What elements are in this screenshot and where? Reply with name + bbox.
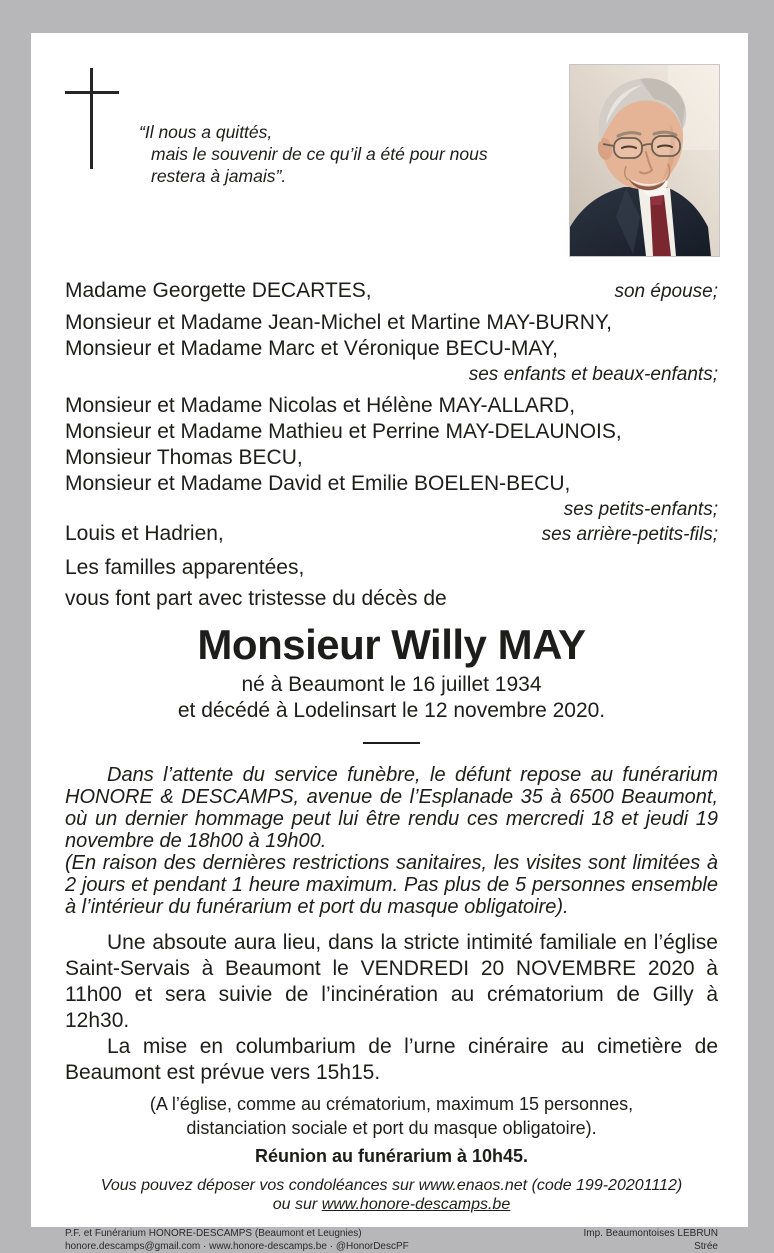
cross-icon <box>65 68 119 174</box>
printer-name: Imp. Beaumontoises LEBRUN <box>583 1228 718 1241</box>
memorial-quote <box>139 121 488 187</box>
quote-line: restera à jamais”. <box>151 165 488 187</box>
relation-label: ses petits-enfants; <box>564 499 718 520</box>
family-member: Les familles apparentées, <box>65 556 304 579</box>
section-divider <box>363 742 420 744</box>
family-row <box>65 419 718 445</box>
funeral-home-contacts: honore.descamps@gmail.com · www.honore-descamps.be · @HonorDescPF <box>65 1241 409 1253</box>
family-row <box>65 521 718 547</box>
birth-line: né à Beaumont le 16 juillet 1934 <box>65 672 718 698</box>
family-member: Monsieur et Madame Mathieu et Perrine MAY-DELAUNOIS, <box>65 420 622 443</box>
funeral-home-website-link[interactable]: www.honore-descamps.be <box>322 1196 511 1213</box>
repose-paragraph: Dans l’attente du service funèbre, le défunt repose au funérarium HONORE & DESCAMPS, avenue de l’Esplanade 35 à 6500 Beaumont, où un dernier hommage peut lui être rendu ces mercredi 18 et jeudi 19 novembre de 18h00 à 19h00. <box>65 764 718 852</box>
printer-location: Strée <box>583 1241 718 1253</box>
funeral-home-name: P.F. et Funérarium HONORE-DESCAMPS (Beaumont et Leugnies) <box>65 1228 409 1241</box>
birth-death-dates <box>65 672 718 724</box>
condolences-line2 <box>65 1195 718 1214</box>
meeting-time: Réunion au funérarium à 10h45. <box>65 1144 718 1168</box>
columbarium-paragraph: La mise en columbarium de l’urne cinéraire au cimetière de Beaumont est prévue vers 15h15. <box>65 1034 718 1086</box>
deceased-name: Monsieur Willy MAY <box>65 622 718 668</box>
condolences-block <box>65 1176 718 1214</box>
family-row <box>65 497 718 521</box>
family-member: Monsieur et Madame Marc et Véronique BECU-MAY, <box>65 337 558 360</box>
family-row <box>65 362 718 386</box>
family-list <box>65 278 718 612</box>
quote-line: mais le souvenir de ce qu’il a été pour nous <box>151 143 488 165</box>
relation-label: ses enfants et beaux-enfants; <box>469 364 718 385</box>
card-header <box>31 33 748 278</box>
family-row <box>65 445 718 471</box>
church-note-line: (A l’église, comme au crématorium, maximum 15 personnes, <box>65 1092 718 1116</box>
church-note <box>65 1092 718 1140</box>
relation-label: ses arrière-petits-fils; <box>542 523 718 546</box>
family-row <box>65 336 718 362</box>
deceased-portrait-photo <box>569 64 720 257</box>
family-row <box>65 555 718 581</box>
family-row <box>65 278 718 304</box>
church-note-line: distanciation sociale et port du masque obligatoire). <box>65 1116 718 1140</box>
death-line: et décédé à Lodelinsart le 12 novembre 2020. <box>65 698 718 724</box>
funeral-home-info <box>65 1228 409 1253</box>
relation-label: son épouse; <box>614 280 718 303</box>
absoute-paragraph: Une absoute aura lieu, dans la stricte intimité familiale en l’église Saint-Servais à Beaumont le VENDREDI 20 NOVEMBRE 2020 à 11h00 et sera suivie de l’incinération au crématorium de Gilly à 12h30. <box>65 930 718 1034</box>
family-member: Monsieur et Madame Nicolas et Hélène MAY-ALLARD, <box>65 394 575 417</box>
family-member: Louis et Hadrien, <box>65 521 224 547</box>
announcement-intro-text: vous font part avec tristesse du décès de <box>65 587 447 610</box>
announcement-intro <box>65 586 718 612</box>
quote-line: “Il nous a quittés, <box>151 121 488 143</box>
family-row <box>65 471 718 497</box>
family-member: Madame Georgette DECARTES, <box>65 278 372 304</box>
family-member: Monsieur et Madame Jean-Michel et Martine MAY-BURNY, <box>65 311 612 334</box>
covid-note-paragraph: (En raison des dernières restrictions sanitaires, les visites sont limitées à 2 jours et pendant 1 heure maximum. Pas plus de 5 personnes ensemble à l’intérieur du funérarium et port du masque obligatoire). <box>65 852 718 918</box>
family-row <box>65 310 718 336</box>
memorial-card-page <box>31 33 748 1227</box>
family-row <box>65 393 718 419</box>
family-member: Monsieur Thomas BECU, <box>65 446 303 469</box>
card-footer <box>65 1228 718 1253</box>
printer-info <box>583 1228 718 1253</box>
family-member: Monsieur et Madame David et Emilie BOELEN-BECU, <box>65 472 570 495</box>
condolences-prefix: ou sur <box>273 1196 322 1213</box>
condolences-line1: Vous pouvez déposer vos condoléances sur www.enaos.net (code 199-20201112) <box>65 1176 718 1195</box>
